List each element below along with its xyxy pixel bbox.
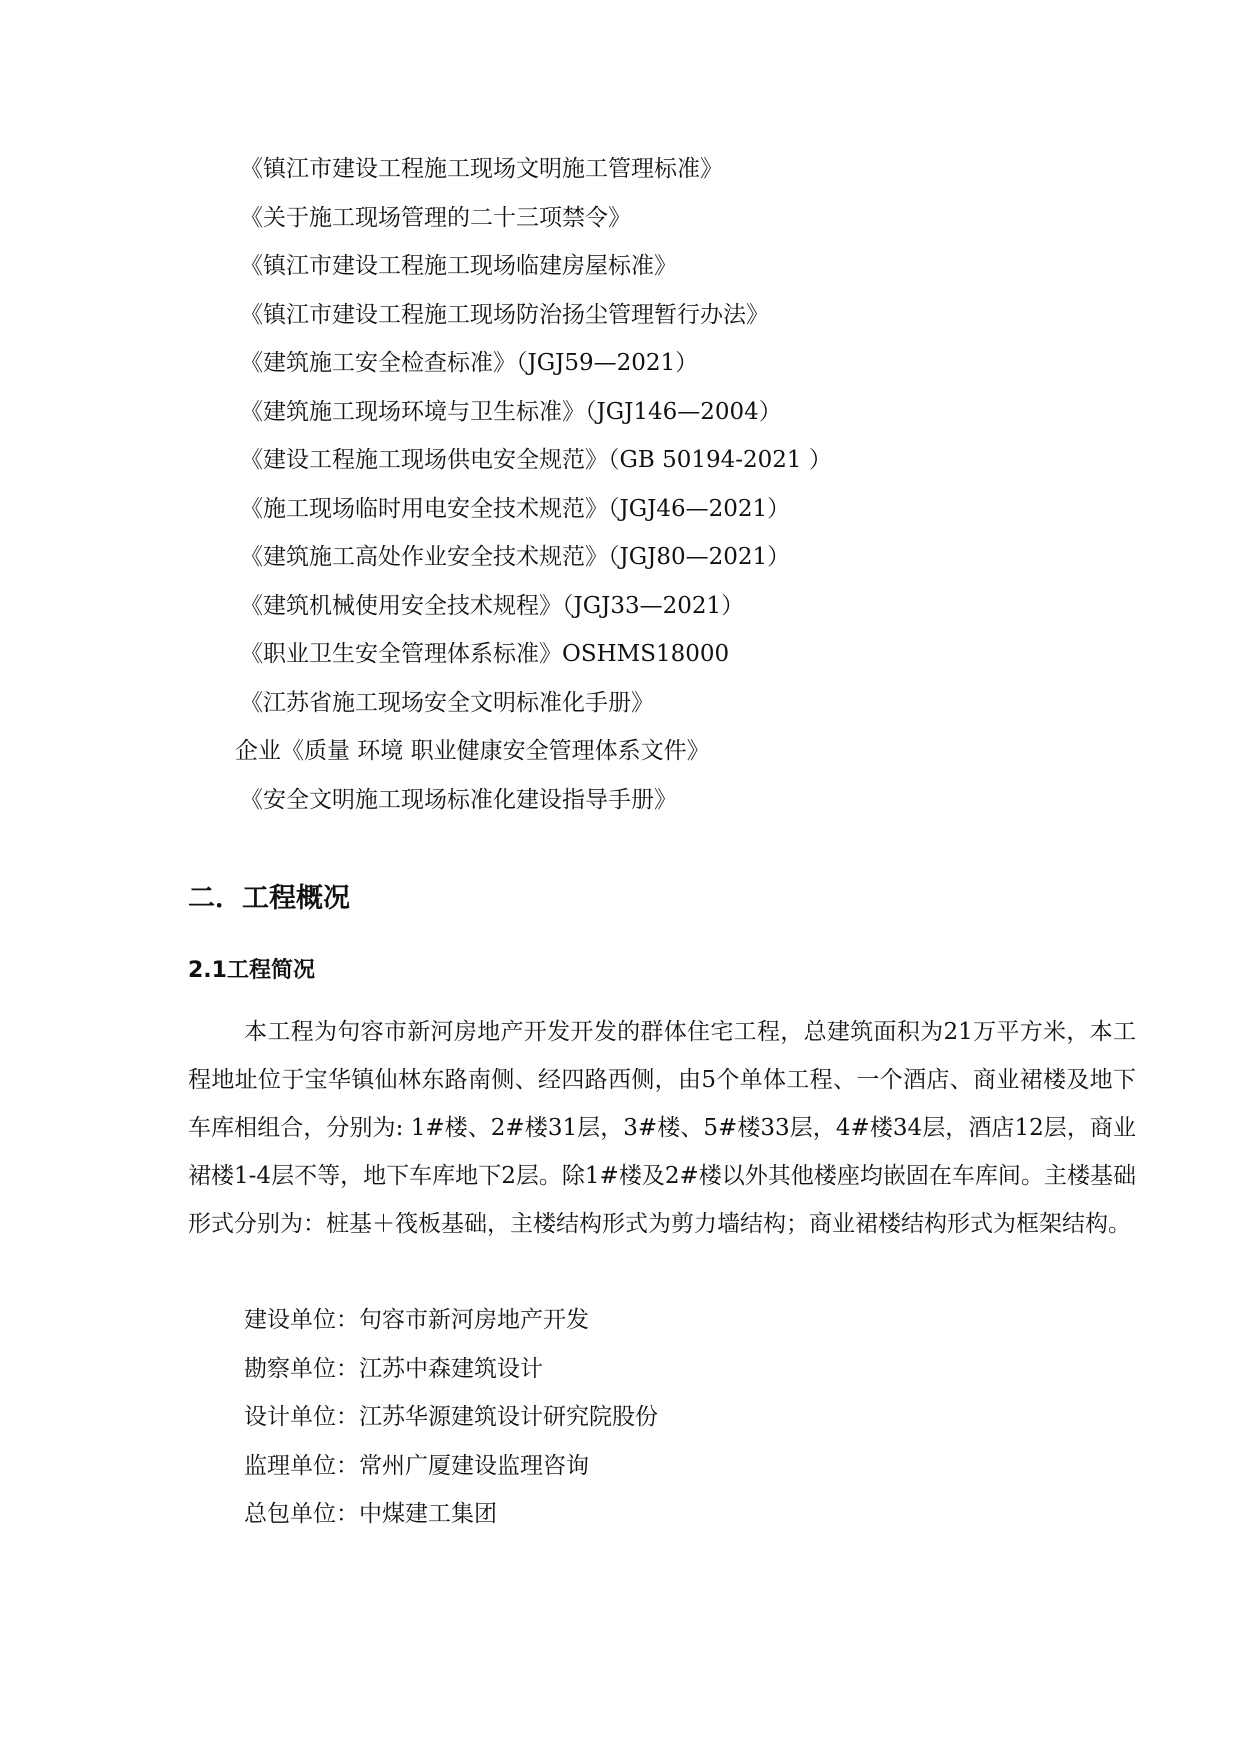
unit-item: 建设单位：句容市新河房地产开发 xyxy=(244,1307,589,1333)
reference-item: 《施工现场临时用电安全技术规范》（JGJ46—2021） xyxy=(240,495,791,522)
project-overview-paragraph: 本工程为句容市新河房地产开发开发的群体住宅工程，总建筑面积为21万平方米，本工程地址位于宝华镇仙林东路南侧、经四路西侧，由5个单体工程、一个酒店、商业裙楼及地下车库相组合，分别为: 1#楼、2#楼31层，3#楼、5#楼33层，4#楼34层，酒店12层，商业裙楼1-4层不等，地下车库地下2层。除1#楼及2#楼以外其他楼座均嵌固在车库间。主楼基础形式分别为：桩基＋筏板基础，主楼结构形式为剪力墙结构；商业裙楼结构形式为框架结构。 xyxy=(188,1019,1136,1237)
unit-item: 设计单位：江苏华源建筑设计研究院股份 xyxy=(244,1404,658,1430)
reference-item: 《镇江市建设工程施工现场临建房屋标准》 xyxy=(240,253,677,279)
reference-item: 《江苏省施工现场安全文明标准化手册》 xyxy=(240,689,654,716)
subsection-heading: 2.1工程简况 xyxy=(188,958,315,983)
reference-item: 《建筑机械使用安全技术规程》（JGJ33—2021） xyxy=(240,592,745,619)
unit-item: 勘察单位：江苏中森建筑设计 xyxy=(244,1355,543,1382)
reference-item: 企业《质量 环境 职业健康安全管理体系文件》 xyxy=(235,738,710,764)
reference-item: 《镇江市建设工程施工现场文明施工管理标准》 xyxy=(240,156,723,182)
reference-item: 《镇江市建设工程施工现场防治扬尘管理暂行办法》 xyxy=(240,301,769,328)
reference-item: 《职业卫生安全管理体系标准》OSHMS18000 xyxy=(240,641,730,667)
reference-item: 《建筑施工现场环境与卫生标准》（JGJ146—2004） xyxy=(240,398,782,425)
unit-item: 总包单位：中煤建工集团 xyxy=(244,1501,497,1527)
reference-item: 《安全文明施工现场标准化建设指导手册》 xyxy=(240,786,677,813)
reference-item: 《关于施工现场管理的二十三项禁令》 xyxy=(240,204,631,231)
reference-item: 《建筑施工安全检查标准》（JGJ59—2021） xyxy=(240,350,699,376)
unit-item: 监理单位：常州广厦建设监理咨询 xyxy=(244,1452,589,1479)
section-heading: 二．工程概况 xyxy=(188,883,350,914)
reference-item: 《建筑施工高处作业安全技术规范》（JGJ80—2021） xyxy=(240,544,791,570)
reference-list xyxy=(235,145,1140,824)
reference-item: 《建设工程施工现场供电安全规范》（GB 50194-2021 ） xyxy=(240,447,832,473)
project-units-list xyxy=(244,1296,658,1539)
